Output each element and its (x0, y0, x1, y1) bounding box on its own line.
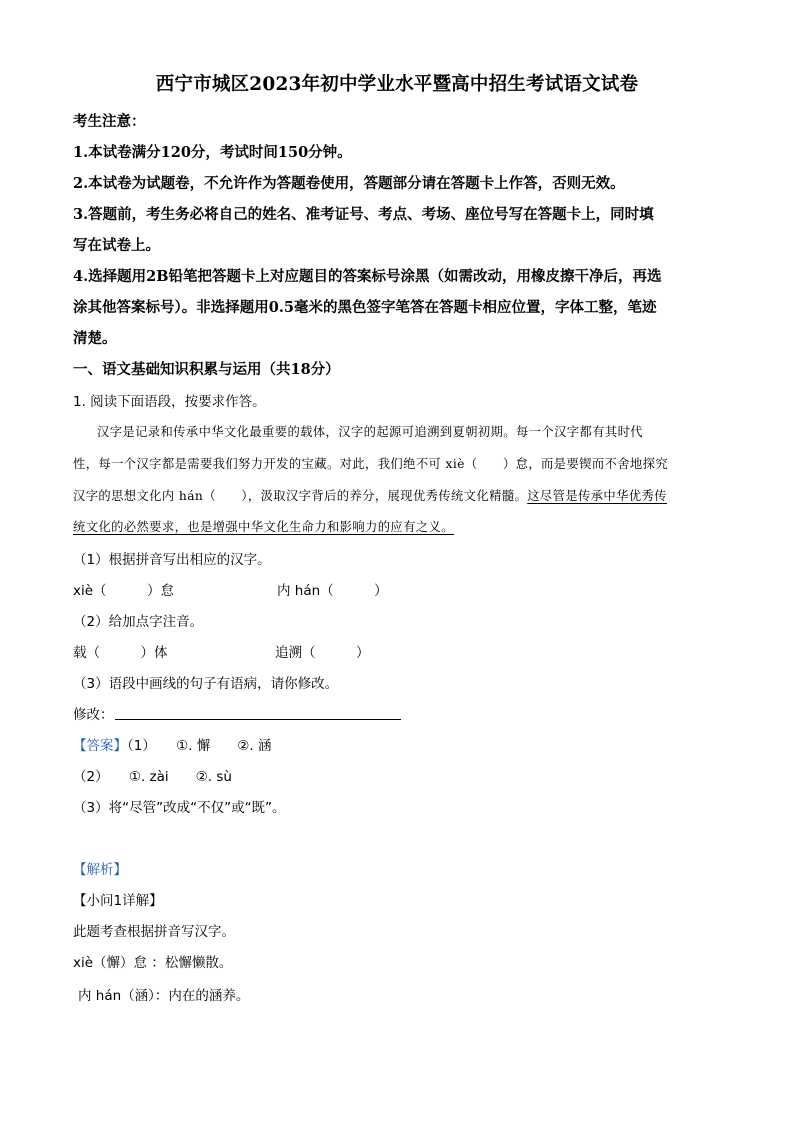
answer-line-3: （3）将“尽管”改成“不仅”或“既”。 (73, 800, 286, 816)
section-heading: 一、语文基础知识积累与运用（共18分） (73, 361, 340, 378)
answer-text-1: （1） ①. 懈 ②. 涵 (127, 738, 272, 754)
passage-line-1: 汉字是记录和传承中华文化最重要的载体，汉字的起源可追溯到夏朝初期。每一个汉字都有其时代 (97, 425, 643, 439)
sub-question-2-b: 追溯（ ） (275, 645, 370, 661)
notice-item-3: 3.答题前，考生务必将自己的姓名、准考证号、考点、考场、座位号写在答题卡上，同时填 (73, 206, 654, 223)
answer-label: 【答案】 (73, 738, 127, 754)
sub-question-1: （1）根据拼音写出相应的汉字。 (73, 552, 271, 568)
notice-item-4: 4.选择题用2B铅笔把答题卡上对应题目的答案标号涂黑（如需改动，用橡皮擦干净后，再选 (73, 268, 662, 285)
revise-label: 修改： (73, 707, 114, 723)
sub-question-2-a: 载（ ）体 (73, 645, 168, 661)
notice-item-3-cont: 写在试卷上。 (73, 237, 160, 254)
sub-question-2: （2）给加点字注音。 (73, 614, 204, 630)
notice-item-4-cont: 涂其他答案标号）。非选择题用0.5毫米的黑色签字笔答在答题卡相应位置，字体工整，笔迹 (73, 299, 657, 316)
notice-heading: 考生注意： (73, 113, 146, 130)
analysis-label: 【解析】 (73, 862, 127, 878)
passage-underlined-sentence-end: 统文化的必然要求，也是增强中华文化生命力和影响力的应有之义。 (73, 520, 454, 534)
sub-question-1-a: xiè（ ）怠 (73, 583, 175, 599)
passage-line-3-text: 汉字的思想文化内 hán（ ），汲取汉字背后的养分，展现优秀传统文化精髓。 (73, 489, 528, 503)
revise-answer-line (115, 719, 401, 720)
exam-title: 西宁市城区2023年初中学业水平暨高中招生考试语文试卷 (155, 74, 639, 95)
passage-underlined-sentence-start: 这尽管是传承中华优秀传 (527, 489, 667, 503)
analysis-sub-label: 【小问1详解】 (73, 893, 163, 909)
question-prompt: 1. 阅读下面语段，按要求作答。 (73, 394, 266, 410)
answer-line-1 (73, 734, 271, 754)
passage-line-3 (73, 486, 667, 504)
sub-question-3: （3）语段中画线的句子有语病，请你修改。 (73, 676, 339, 692)
passage-line-2: 性，每一个汉字都是需要我们努力开发的宝藏。对此，我们绝不可 xiè（ ）怠，而是要锲而不舍地探究 (73, 457, 669, 471)
notice-item-1: 1.本试卷满分120分，考试时间150分钟。 (73, 144, 352, 161)
sub-question-1-b: 内 hán（ ） (277, 583, 388, 599)
analysis-line-2: xiè（懈）怠 ：松懈懒散。 (73, 955, 233, 971)
analysis-line-3: 内 hán（涵）：内在的涵养。 (78, 988, 250, 1004)
analysis-line-1: 此题考查根据拼音写汉字。 (73, 924, 235, 940)
notice-item-4-end: 清楚。 (73, 330, 117, 347)
notice-item-2: 2.本试卷为试题卷，不允许作为答题卷使用，答题部分请在答题卡上作答，否则无效。 (73, 175, 625, 192)
answer-line-2: （2） ①. zài ②. sù (73, 769, 232, 785)
